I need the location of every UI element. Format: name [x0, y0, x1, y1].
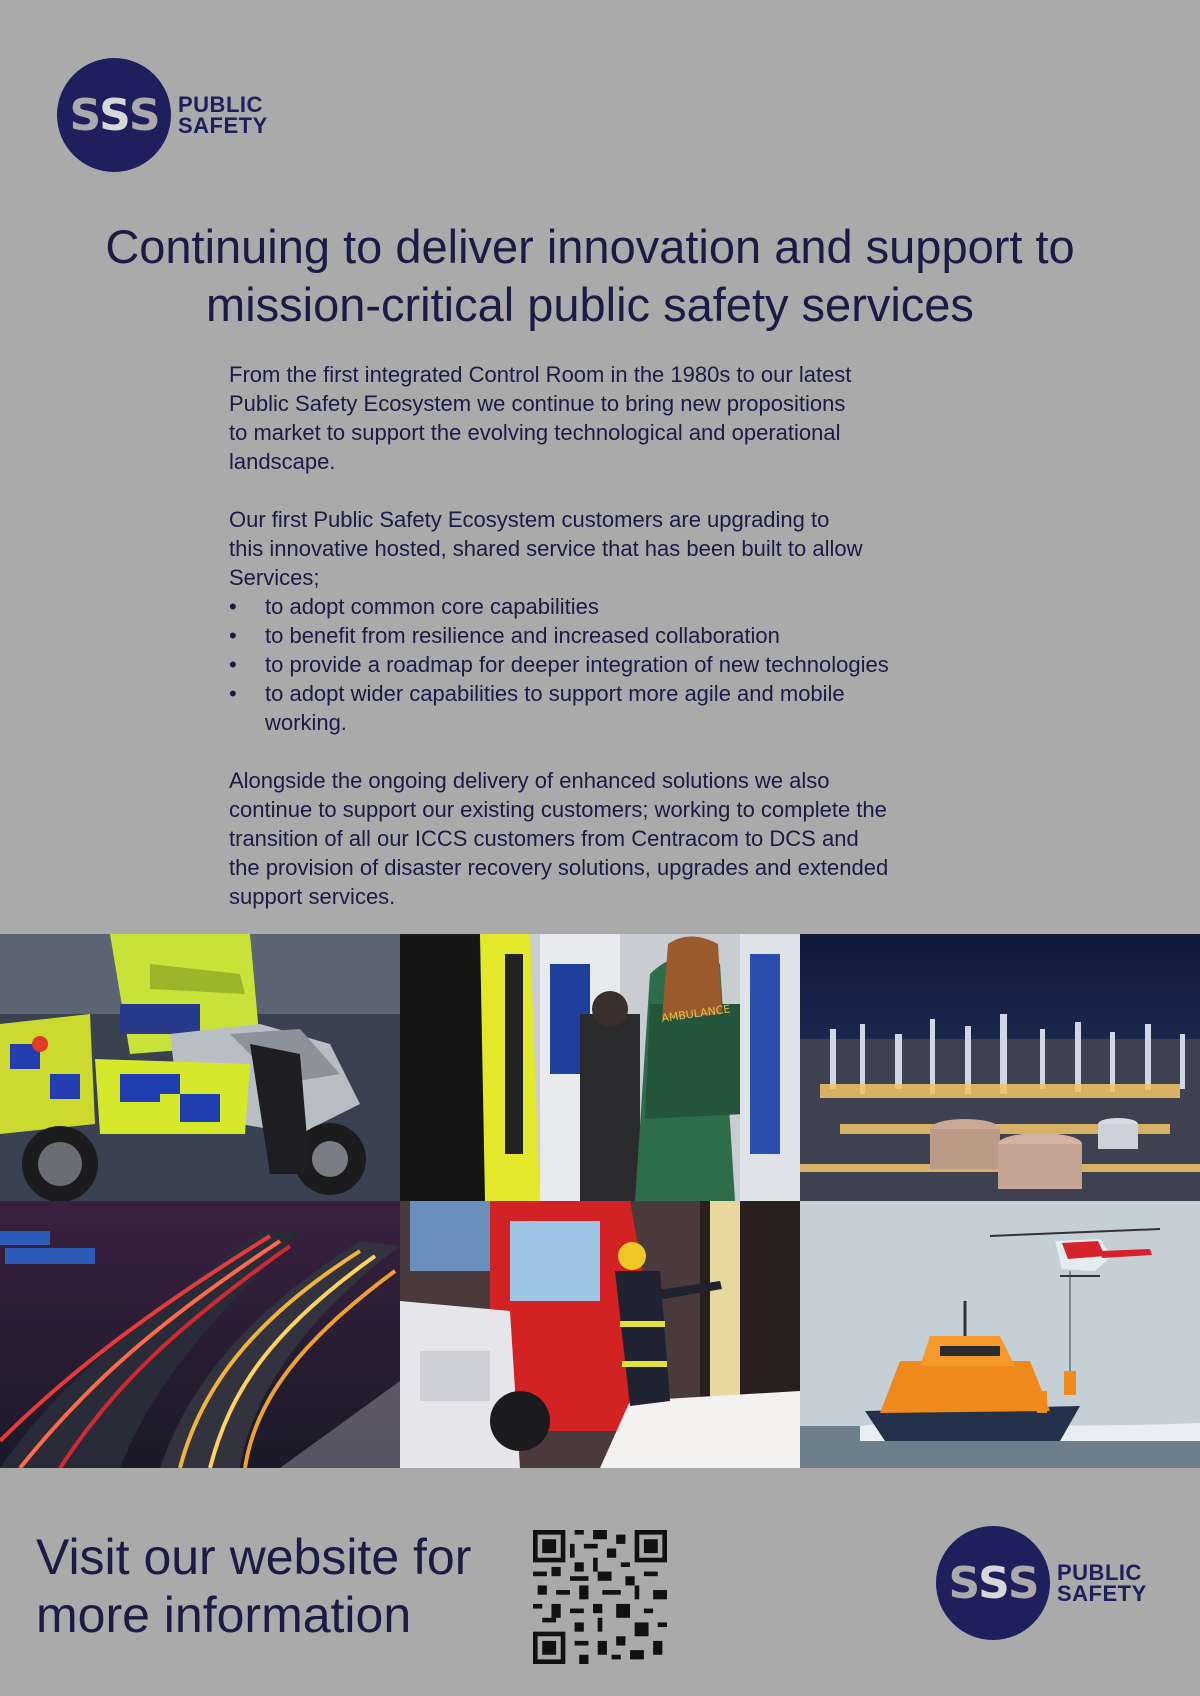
support-paragraph [229, 766, 989, 911]
photo-refinery-night [800, 934, 1200, 1201]
photo-firefighter-fire-engine [400, 1201, 800, 1468]
intro-paragraph [229, 360, 989, 476]
logo-word-safety: SAFETY [178, 113, 268, 138]
text-line: From the first integrated Control Room in the 1980s to our latest [229, 362, 852, 387]
visit-line: more information [36, 1587, 412, 1643]
bullet-icon: • [229, 652, 237, 677]
photo-ambulance-paramedic [400, 934, 800, 1201]
logo-word-public: PUBLIC [1057, 1560, 1142, 1585]
text-line: Our first Public Safety Ecosystem customers are upgrading to [229, 507, 830, 532]
logo-letter: S [978, 1557, 1008, 1609]
list-item-text: to adopt wider capabilities to support more agile and mobile [265, 681, 845, 706]
ecosystem-paragraph [229, 505, 989, 592]
brand-logo-bottom [936, 1526, 1147, 1640]
photo-motorway-light-trails [0, 1201, 400, 1468]
bullet-icon: • [229, 623, 237, 648]
text-line: support services. [229, 884, 396, 909]
logo-badge [936, 1526, 1050, 1640]
text-line: this innovative hosted, shared service that has been built to allow [229, 536, 863, 561]
bullet-icon: • [229, 594, 237, 619]
logo-wordmark [178, 94, 268, 136]
list-item [229, 621, 989, 650]
text-line: to market to support the evolving technological and operational [229, 420, 841, 445]
logo-word-public: PUBLIC [178, 92, 263, 117]
logo-word-safety: SAFETY [1057, 1581, 1147, 1606]
text-line: Public Safety Ecosystem we continue to bring new propositions [229, 391, 846, 416]
list-item [229, 650, 989, 679]
logo-letter: S [1007, 1557, 1038, 1609]
ambulance-lettering: AMBULANCE [660, 1002, 732, 1025]
list-item-text: to benefit from resilience and increased collaboration [265, 623, 780, 648]
headline-line: Continuing to deliver innovation and support to [105, 220, 1075, 273]
photo-lifeboat-helicopter-rescue [800, 1201, 1200, 1468]
photo-grid [0, 934, 1200, 1468]
visit-line: Visit our website for [36, 1529, 472, 1585]
text-line: continue to support our existing customers; working to complete the [229, 797, 887, 822]
logo-letter: S [69, 89, 100, 141]
text-line: Alongside the ongoing delivery of enhanced solutions we also [229, 768, 830, 793]
body-copy [229, 360, 989, 940]
logo-letter: S [128, 89, 159, 141]
text-line: landscape. [229, 449, 336, 474]
logo-badge [57, 58, 171, 172]
capability-list [229, 592, 989, 737]
list-item-text: working. [265, 710, 347, 735]
logo-wordmark [1057, 1562, 1147, 1604]
list-item-text: to adopt common core capabilities [265, 594, 599, 619]
logo-letter: S [99, 89, 129, 141]
headline-line: mission-critical public safety services [206, 278, 974, 331]
photo-police-motorcycle [0, 934, 400, 1201]
brand-logo-top [57, 58, 268, 172]
text-line: Services; [229, 565, 320, 590]
page-headline [40, 218, 1140, 334]
visit-website-text [36, 1528, 516, 1644]
list-item [229, 592, 989, 621]
logo-letter: S [948, 1557, 979, 1609]
text-line: the provision of disaster recovery solutions, upgrades and extended [229, 855, 889, 880]
bullet-icon: • [229, 681, 237, 706]
qr-code-icon[interactable] [532, 1530, 668, 1664]
list-item-text: to provide a roadmap for deeper integration of new technologies [265, 652, 889, 677]
list-item [229, 679, 989, 737]
text-line: transition of all our ICCS customers from Centracom to DCS and [229, 826, 859, 851]
